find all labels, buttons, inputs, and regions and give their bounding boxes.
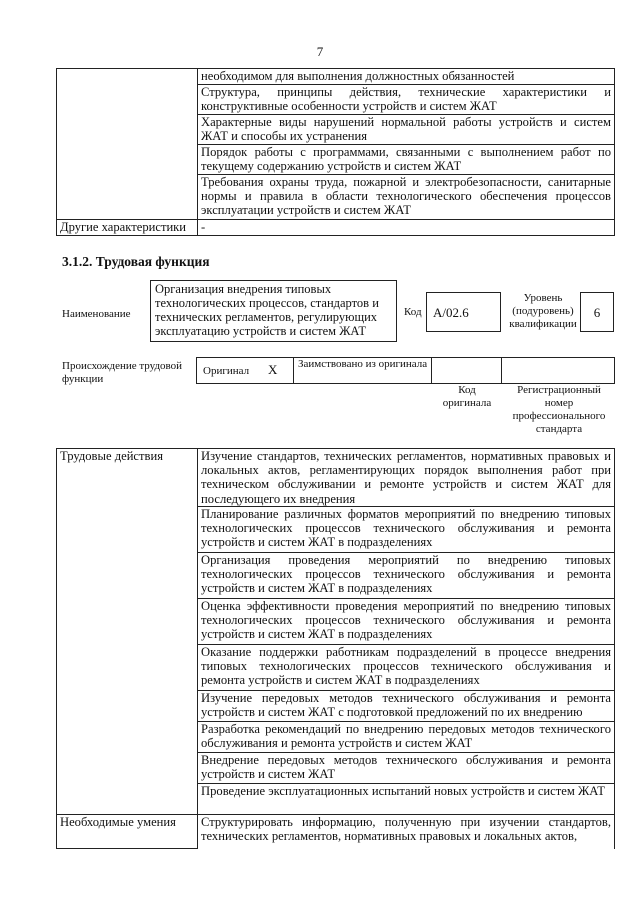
function-name-value: Организация внедрения типовых технологических процессов, стандартов и технических регламентов, регулирующих эксплуатацию устройств и систем ЖАТ [155,282,379,338]
other-characteristics-label: Другие характеристики [57,220,198,236]
borrowed-label: Заимствовано из оригинала [298,358,428,370]
level-box [580,292,614,332]
knowledge-row: Требования охраны труда, пожарной и электробезопасности, санитарные нормы и правила в области технологического обеспечения процессов эксплуатации устройств и систем ЖАТ [198,175,615,220]
labor-action-item: Изучение передовых методов технического обслуживания и ремонта устройств и систем ЖАТ с подготовкой предложений по их внедрению [198,691,615,722]
required-skills-label: Необходимые умения [57,815,198,849]
labor-actions-label: Трудовые действия [57,449,198,815]
knowledge-row: Порядок работы с программами, связанными с выполнением работ по текущему содержанию устройств и систем ЖАТ [198,145,615,175]
original-mark: X [268,362,278,377]
labor-actions-table [56,448,615,849]
knowledge-row: Структура, принципы действия, технические характеристики и конструктивные особенности устройств и систем ЖАТ [198,85,615,115]
level-label: Уровень (подуровень) квалификации [509,292,577,330]
name-label: Наименование [62,308,131,320]
labor-action-item: Организация проведения мероприятий по внедрению типовых технологических процессов технического обслуживания и ремонта устройств и систем ЖАТ в подразделениях [198,553,615,599]
knowledge-row: Характерные виды нарушений нормальной работы устройств и систем ЖАТ и способы их устранения [198,115,615,145]
labor-action-item: Проведение эксплуатационных испытаний новых устройств и систем ЖАТ [198,784,615,815]
labor-action-item: Планирование различных форматов мероприятий по внедрению типовых технологических процессов технического обслуживания и ремонта устройств и систем ЖАТ в подразделениях [198,507,615,553]
code-of-original-caption: Код оригинала [442,384,492,409]
origin-divider [501,357,502,384]
knowledge-row: необходимом для выполнения должностных обязанностей [198,69,615,85]
function-name-box [150,280,397,342]
labor-action-item: Разработка рекомендаций по внедрению передовых методов технического обслуживания и ремонта устройств и систем ЖАТ [198,722,615,753]
required-skill-item: Структурировать информацию, полученную при изучении стандартов, технических регламентов, нормативных правовых и локальных актов, [198,815,615,849]
labor-action-item: Внедрение передовых методов технического обслуживания и ремонта устройств и систем ЖАТ [198,753,615,784]
code-value: А/02.6 [433,305,469,320]
origin-divider [293,357,294,384]
labor-action-item: Изучение стандартов, технических регламентов, нормативных правовых и локальных актов, регламентирующих порядок выполнения работ при техническом обслуживании и ремонте устройств и систем ЖАТ для последующего их внедрения [198,449,615,507]
other-characteristics-value: - [198,220,615,236]
page-number: 7 [316,44,324,59]
original-label: Оригинал [203,365,250,377]
registration-number-caption: Регистрационный номер профессионального стандарта [512,384,606,435]
labor-action-item: Оценка эффективности проведения мероприятий по внедрению типовых технологических процессов технического обслуживания и ремонта устройств и систем ЖАТ в подразделениях [198,599,615,645]
origin-divider [431,357,432,384]
origin-label: Происхождение трудовой функции [62,360,183,385]
knowledge-label-cell [57,69,198,220]
code-label: Код [404,306,422,318]
knowledge-table-continuation [56,68,615,236]
level-value: 6 [593,305,601,320]
code-box [426,292,501,332]
section-title: 3.1.2. Трудовая функция [62,254,210,269]
labor-action-item: Оказание поддержки работникам подразделений в процессе внедрения типовых технологических процессов технического обслуживания и ремонта устройств и систем ЖАТ в подразделениях [198,645,615,691]
